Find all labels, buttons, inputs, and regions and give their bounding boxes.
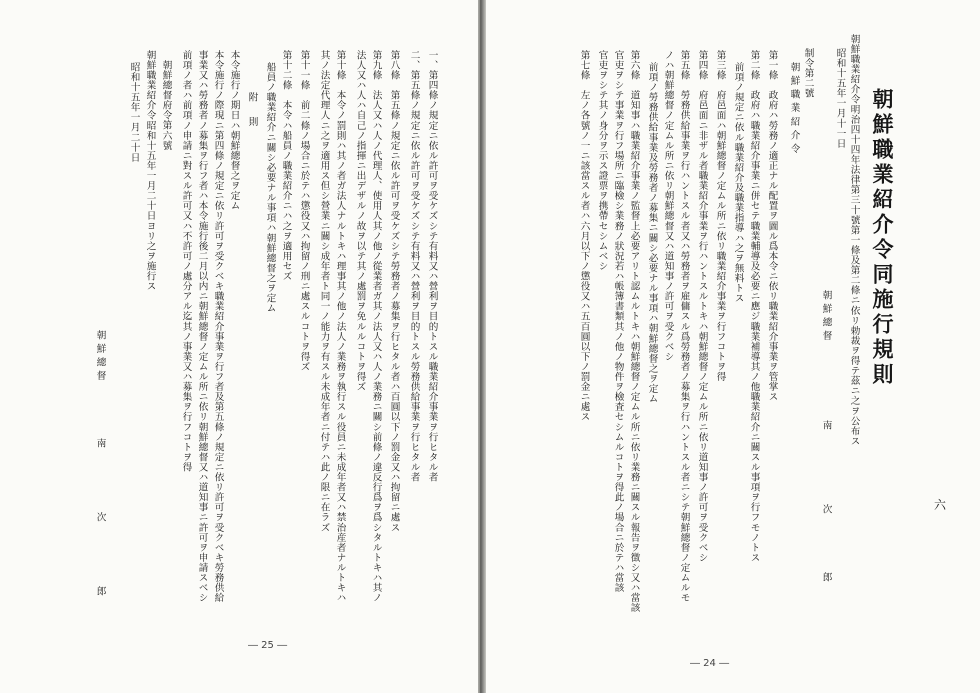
page-number-kanji: 六 <box>934 498 947 512</box>
article-6: 第六條 道知事ハ職業紹介事業ノ監督上必要アリト認ムルトキハ朝鮮總督ノ定ムル所ニ依リ業務ニ關スル報告ヲ徴シ又ハ當該 <box>628 50 640 613</box>
article-12-paragraph-2: 船員ノ職業紹介ニ關シ必要ナル事項ハ朝鮮總督之ヲ定ム <box>264 62 276 314</box>
signatory-name-2: 次 <box>820 504 832 515</box>
promulgation-text: 朝鮮職業紹介令明治四十四年法律第三十號第一條及第二條ニ依リ勅裁ヲ得テ茲ニ之ヲ公布ス <box>848 34 860 447</box>
article-5-paragraph-2: 前項ノ勞務供給事業及勞務者ノ募集ニ關シ必要ナル事項ハ朝鮮總督之ヲ定ム <box>646 62 658 404</box>
article-1: 第一條 政府ハ勞務ノ適正ナル配置ヲ圖ル爲本令ニ依リ職業紹介事業ヲ管掌ス <box>766 50 778 402</box>
article-10: 第十條 本令ノ罰則ハ其ノ者ガ法人ナルトキハ理事其ノ他ノ法人ノ業務ヲ執行スル役員ニ未成年者又ハ禁治産者ナルトキハ <box>334 50 346 603</box>
article-6-continued: 官吏ヲシテ事業ヲ行フ場所ニ臨檢シ業務ノ狀況若ハ帳簿書類其ノ他ノ物件ヲ檢査セシムルコトヲ得此ノ場合ニ於テハ當該 <box>612 50 624 593</box>
supplementary-3: 前項ノ者ハ前項ノ申請ニ對スル許可又ハ不許可ノ處分アル迄其ノ事業又ハ募集ヲ行フコトヲ得 <box>180 50 192 473</box>
article-12: 第十二條 本令ハ船員ノ職業紹介ニハ之ヲ適用セズ <box>280 50 292 282</box>
article-10-continued: 其ノ法定代理人ニ之ヲ適用ス但シ營業ニ關シ成年者ト同一ノ能力ヲ有スル未成年者ニ付テハ此ノ限ニ在ラズ <box>318 50 330 533</box>
article-6-continued-2: 官吏ヲシテ其ノ身分ヲ示ス證票ヲ携帶セシムベシ <box>596 50 608 272</box>
signatory-name-1: 南 <box>94 438 106 449</box>
article-2-paragraph-2: 前項ノ規定ニ依ル職業紹介及職業指導ハ之ヲ無料トス <box>732 62 744 304</box>
article-3: 第三條 府邑面ハ朝鮮總督ノ定ムル所ニ依リ職業紹介事業ヲ行フコトヲ得 <box>714 50 726 382</box>
ordinance-date: 昭和十五年一月二十日 <box>128 62 140 163</box>
article-7: 第七條 左ノ各號ノ一ニ該當スル者ハ六月以下ノ懲役又ハ五百圓以下ノ罰金ニ處ス <box>578 50 590 422</box>
article-8: 第八條 第五條ノ規定ニ依ル許可ヲ受ケズシテ勞務者ノ募集ヲ行ヒタル者ハ百圓以下ノ罰金又ハ拘留ニ處ス <box>388 50 400 533</box>
signatory-name-1: 南 <box>820 420 832 431</box>
document-title: 朝鮮職業紹介令同施行規則 <box>870 88 895 388</box>
signatory-title: 朝鮮總督 <box>820 290 832 345</box>
article-2: 第二條 政府ハ職業紹介事業ニ併セテ職業輔導及必要ニ應ジ職業補導其ノ他職業紹介ニ關スル事項ヲ行フモノトス <box>748 50 760 563</box>
supplementary-title: 附則 <box>246 92 258 142</box>
supplementary-1: 本令施行ノ期日ハ朝鮮總督之ヲ定ム <box>228 50 240 211</box>
signatory-name-2: 次 <box>94 512 106 523</box>
signatory-name-3: 郎 <box>820 572 832 583</box>
ordinance-text: 朝鮮職業紹介令昭和十五年一月二十日ヨリ之ヲ施行ス <box>144 50 156 292</box>
article-4: 第四條 府邑面ニ非ザル者職業紹介事業ヲ行ハントスルトキハ朝鮮總督ノ定ムル所ニ依リ道知事ノ許可ヲ受クベシ <box>696 50 708 563</box>
decree-number: 制令第二號 <box>802 48 814 99</box>
page-folio: ― 24 ― <box>690 658 730 669</box>
ordinance-number: 朝鮮總督府令第六號 <box>160 60 172 151</box>
left-page <box>0 0 478 693</box>
right-page <box>482 0 980 693</box>
article-9-continued: 法人又ハ人ハ自己ノ指揮ニ出デザルノ故ヲ以テ其ノ處罰ヲ免ルルコトヲ得ズ <box>354 50 366 392</box>
article-7-item-1: 一、第四條ノ規定ニ依ル許可ヲ受ケズシテ有料又ハ營利ヲ目的トスル職業紹介事業ヲ行ヒタル者 <box>426 50 438 483</box>
article-5-continued: ノハ朝鮮總督ノ定ムル所ニ依リ朝鮮總督又ハ道知事ノ許可ヲ受クベシ <box>662 50 674 362</box>
article-7-item-2: 二、第五條ノ規定ニ依ル許可ヲ受ケズシテ有料又ハ營利ヲ目的トスル勞務供給事業ヲ行ヒタル者 <box>408 50 420 483</box>
supplementary-2-continued: 事業又ハ勞務者ノ募集ヲ行フ者ハ本令施行後二月以内ニ朝鮮總督ノ定ムル所ニ依リ朝鮮總督又ハ道知事ニ許可ヲ申請スベシ <box>196 50 208 603</box>
signatory-name-3: 郎 <box>94 586 106 597</box>
law-title: 朝鮮職業紹介令 <box>788 62 800 158</box>
signatory-title: 朝鮮總督 <box>94 330 106 385</box>
article-5: 第五條 勞務供給事業ヲ行ハントスル者又ハ勞務者ヲ雇傭スル爲勞務者ノ募集ヲ行ハントスル者ニシテ朝鮮總督ノ定ムルモ <box>678 50 690 603</box>
article-9: 第九條 法人又ハ人ノ代理人、使用人其ノ他ノ從業者ガ其ノ法人又ハ人ノ業務ニ關シ前條ノ違反行爲ヲ爲シタルトキハ其ノ <box>370 50 382 603</box>
supplementary-2: 本令施行ノ際現ニ第四條ノ規定ニ依リ許可ヲ受クベキ職業紹介事業ヲ行フ者及第五條ノ規定ニ依リ許可ヲ受クベキ勞務供給 <box>212 50 224 603</box>
page-folio: ― 25 ― <box>248 640 288 651</box>
article-11: 第十一條 前二條ノ場合ニ於テハ懲役又ハ拘留ノ刑ニ處スルコトヲ得ズ <box>298 50 310 372</box>
promulgation-date: 昭和十五年一月十一日 <box>834 48 846 149</box>
